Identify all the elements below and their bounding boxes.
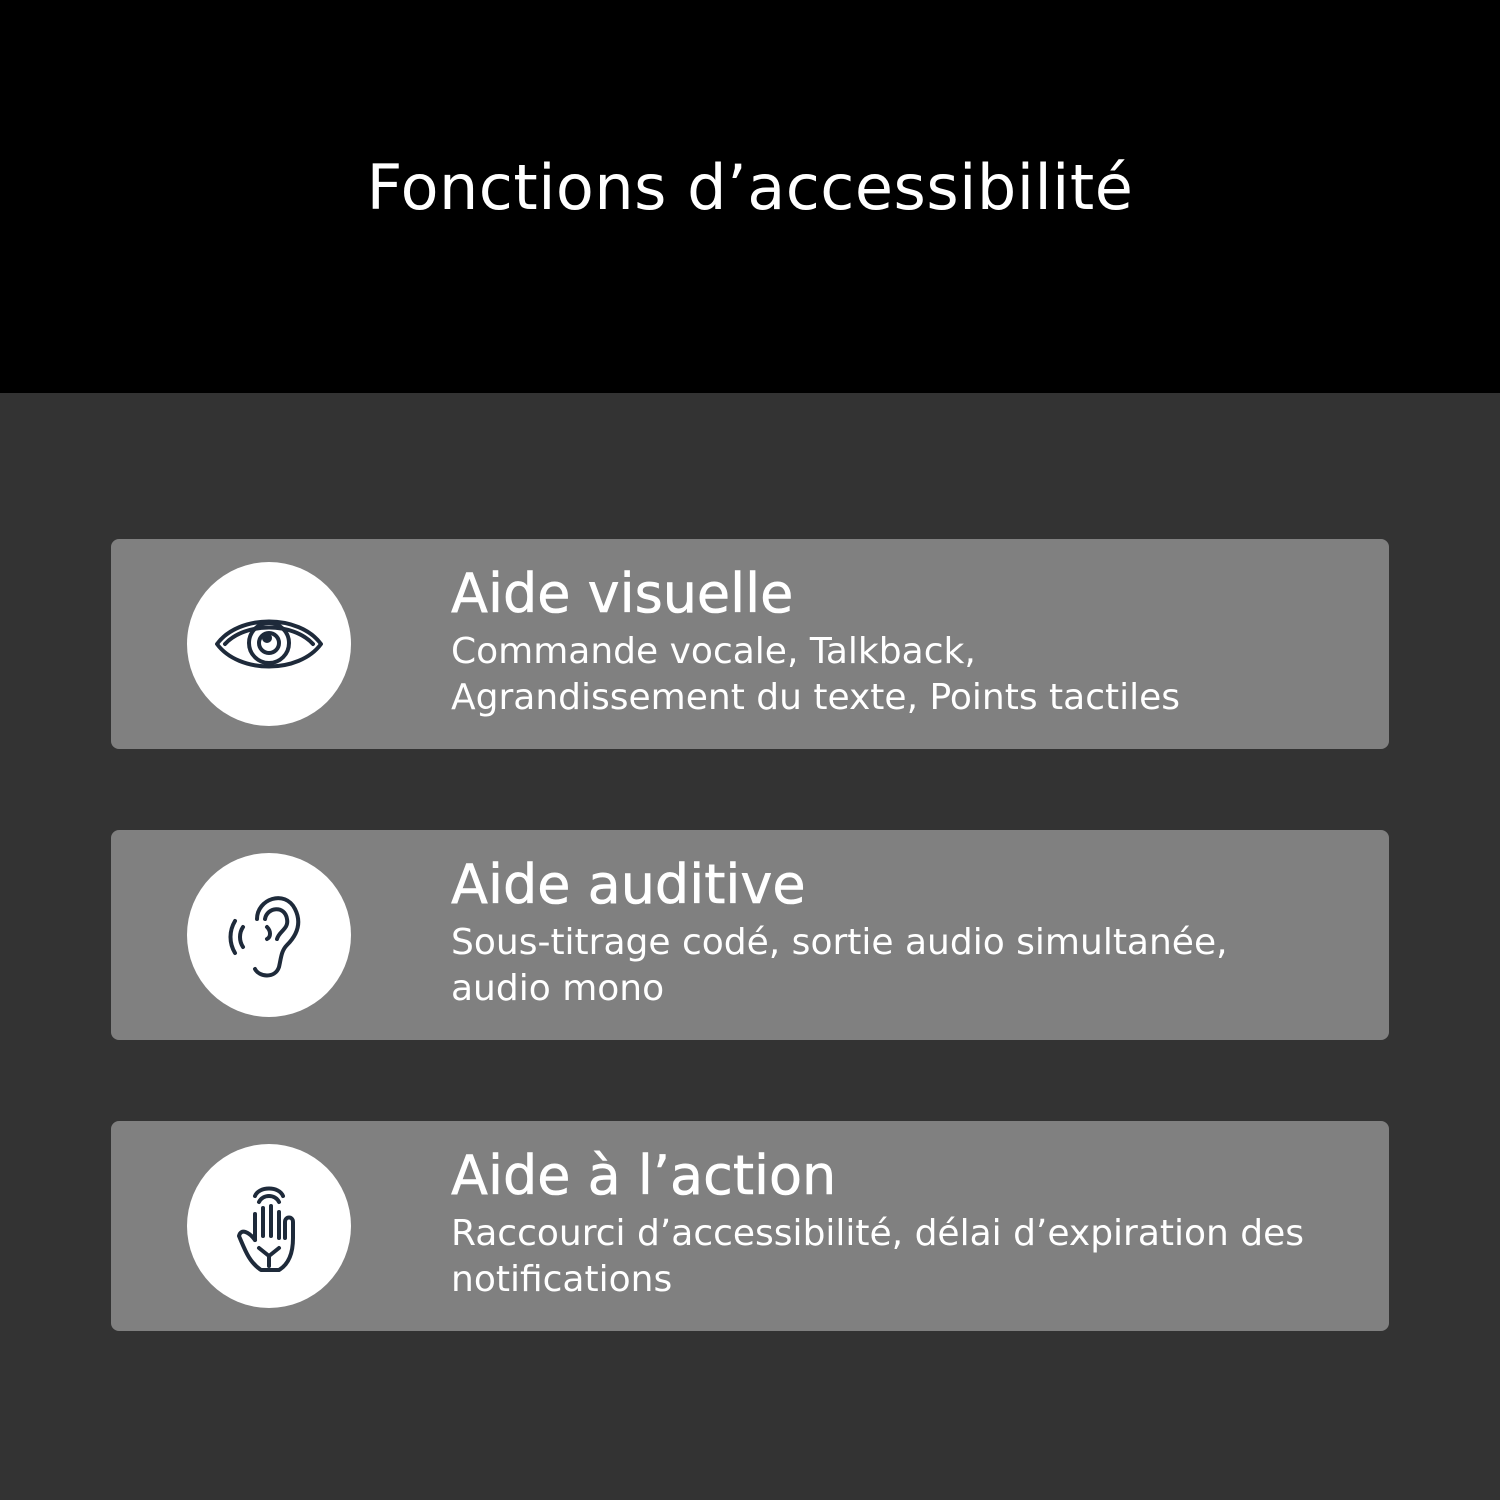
- icon-badge: [187, 1144, 351, 1308]
- feature-text: [451, 559, 1361, 721]
- feature-description-line-1: Sous-titrage codé, sortie audio simultanée,: [451, 922, 1228, 963]
- feature-list: [0, 393, 1500, 1500]
- feature-card-action: [111, 1121, 1389, 1331]
- feature-description-line-1: Raccourci d’accessibilité, délai d’expiration des: [451, 1213, 1305, 1254]
- feature-card-visual: [111, 539, 1389, 749]
- feature-card-hearing: [111, 830, 1389, 1040]
- feature-description-line-2: notifications: [451, 1259, 673, 1300]
- feature-title: Aide visuelle: [451, 562, 794, 625]
- icon-badge: [187, 853, 351, 1017]
- header-band: [0, 0, 1500, 393]
- feature-text: [451, 1141, 1361, 1303]
- page-title: Fonctions d’accessibilité: [366, 151, 1134, 224]
- eye-icon: [209, 584, 329, 704]
- feature-text: [451, 850, 1361, 1012]
- feature-description-line-1: Commande vocale, Talkback,: [451, 631, 976, 672]
- hand-icon: [209, 1166, 329, 1286]
- feature-title: Aide auditive: [451, 853, 806, 916]
- ear-icon: [209, 875, 329, 995]
- icon-badge: [187, 562, 351, 726]
- feature-description-line-2: Agrandissement du texte, Points tactiles: [451, 677, 1181, 718]
- feature-title: Aide à l’action: [451, 1144, 837, 1207]
- feature-description-line-2: audio mono: [451, 968, 665, 1009]
